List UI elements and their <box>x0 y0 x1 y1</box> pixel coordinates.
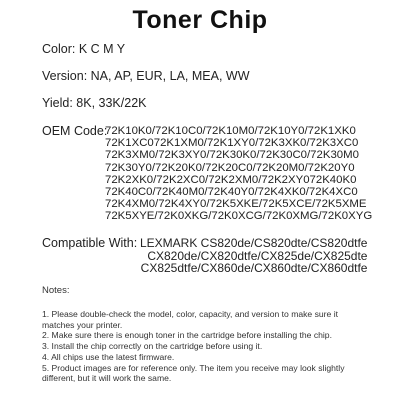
color-value: K C M Y <box>78 42 126 56</box>
version-value: NA, AP, EUR, LA, MEA, WW <box>90 69 250 83</box>
oem-code-line: 72K4XM0/72K4XY0/72K5XKE/72K5XCE/72K5XME <box>105 198 367 211</box>
oem-code-line: 72K30Y0/72K20K0/72K20C0/72K20M0/72K20Y0 <box>105 161 355 174</box>
yield-label: Yield: <box>42 96 73 110</box>
yield-value: 8K, 33K/22K <box>76 96 147 110</box>
note-line: 2. Make sure there is enough toner in the cartridge before installing the chip. <box>42 330 332 341</box>
notes-list <box>42 309 392 384</box>
version-label: Version: <box>42 69 88 83</box>
oem-code-line: 72K5XYE/72K0XKG/72K0XCG/72K0XMG/72K0XYG <box>105 210 373 223</box>
compatible-line: CX825dtfe/CX860de/CX860dte/CX860dtfe <box>140 261 368 275</box>
oem-code-list <box>105 125 372 223</box>
compatible-line: LEXMARK CS820de/CS820dte/CS820dtfe <box>140 236 368 250</box>
compatible-label: Compatible With: <box>42 236 138 250</box>
oem-code-line: 72K2XK0/72K2XC0/72K2XM0/72K2XY072K40K0 <box>105 173 357 186</box>
notes-title: Notes: <box>42 285 70 296</box>
note-line: 3. Install the chip correctly on the cartridge before using it. <box>42 341 263 352</box>
note-line: 5. Product images are for reference only. The item you receive may look slightly <box>42 362 345 373</box>
note-line: matches your printer. <box>42 319 123 330</box>
oem-code-line: 72K3XM0/72K3XY0/72K30K0/72K30C0/72K30M0 <box>105 149 359 162</box>
color-label: Color: <box>42 42 76 56</box>
version-row <box>42 69 250 84</box>
compatible-line: CX820de/CX820dtfe/CX825de/CX825dte <box>147 248 368 263</box>
yield-row <box>42 96 147 111</box>
oem-code-line: 72K40C0/72K40M0/72K40Y0/72K4XK0/72K4XC0 <box>105 185 358 198</box>
note-line: 1. Please double-check the model, color, capacity, and version to make sure it <box>42 309 339 319</box>
color-row <box>42 42 125 57</box>
oem-code-line: 72K1XC072K1XM0/72K1XY0/72K3XK0/72K3XC0 <box>105 137 359 150</box>
note-line: different, but it will work the same. <box>42 373 172 384</box>
page-title: Toner Chip <box>132 6 268 34</box>
oem-code-label: OEM Code: <box>42 124 108 138</box>
note-line: 4. All chips use the latest firmware. <box>42 351 175 362</box>
oem-code-line: 72K10K0/72K10C0/72K10M0/72K10Y0/72K1XK0 <box>105 125 356 137</box>
compatible-list <box>140 237 367 275</box>
